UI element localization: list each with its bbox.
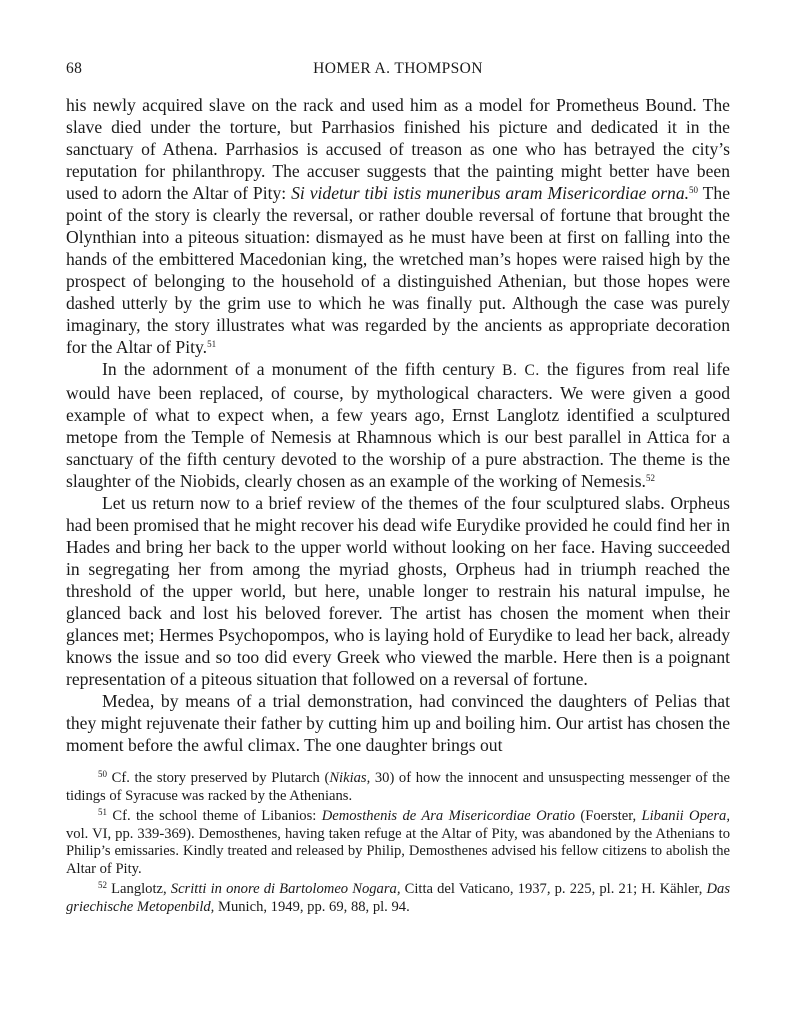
footnote-51-text-c: vol. VI, pp. 339-369). Demosthenes, having taken refuge at the Altar of Pity, was abandoned by the Athenians to Philip’s emissaries. Kindly treated and released by Philip, Demosthenes advised his fellow citizens to abolish the Altar of Pity. — [66, 825, 730, 877]
paragraph-2-text-a: In the adornment of a monument of the fifth century — [102, 359, 503, 379]
footnote-50-work: Nikias, — [329, 770, 371, 786]
footnote-52-work: Scritti in onore di Bartolomeo Nogara, — [170, 881, 401, 897]
footnote-51-text-b: (Foerster, — [575, 808, 642, 824]
era-abbreviation: B. C. — [502, 362, 540, 379]
footnote-50 — [66, 770, 730, 805]
paragraph-2-text-b: the figures from real life would have been replaced, of course, by mythological characters. We were given a good example of what to expect when, a few years ago, Ernst Langlotz identified a sculptured metope from the Temple of Nemesis at Rhamnous which is our best parallel in Attica for a sanctuary of the fifth century devoted to the worship of a pure abstraction. The theme is the slaughter of the Niobids, clearly chosen as an example of the working of Nemesis. — [66, 359, 730, 491]
paragraph-3: Let us return now to a brief review of the themes of the four sculptured slabs. Orpheus had been promised that he might recover his dead wife Eurydike provided he could find her in Hades and bring her back to the upper world without looking on her face. Having succeeded in segregating her from among the myriad ghosts, Orpheus had in triumph reached the threshold of the upper world, but here, unable longer to restrain his natural impulse, he glanced back and lost his beloved forever. The artist has chosen the moment when their glances met; Hermes Psychopompos, who is laying hold of Eurydike to lead her back, already knows the issue and so too did every Greek who viewed the marble. Here then is a poignant representation of a piteous situation that followed on a reversal of fortune. — [66, 493, 730, 689]
paragraph-1 — [66, 94, 730, 358]
footnote-mark-51: 51 — [98, 807, 107, 817]
footnote-50-text-a: Cf. the story preserved by Plutarch ( — [107, 770, 330, 786]
footnote-52 — [66, 881, 730, 916]
footnote-50-text-b: 30) of how the innocent and unsuspecting messenger of the tidings of Syracuse was racked by the Athenians. — [66, 770, 730, 804]
footnote-51-work: Demosthenis de Ara Misericordiae Oratio — [321, 808, 576, 824]
paragraph-2 — [66, 358, 730, 492]
page-number: 68 — [66, 60, 83, 77]
footnote-51 — [66, 808, 730, 878]
latin-quote: Si videtur tibi istis muneribus aram Misericordiae orna. — [291, 183, 690, 203]
footnote-52-text-b: Citta del Vaticano, 1937, p. 225, pl. 21; H. Kähler, — [400, 881, 707, 897]
footnote-52-text-a: Langlotz, — [107, 881, 171, 897]
footnote-mark-50: 50 — [98, 769, 107, 779]
footnote-ref-52[interactable]: 52 — [645, 473, 655, 483]
footnote-51-text-a: Cf. the school theme of Libanios: — [107, 808, 322, 824]
footnote-52-text-c: Munich, 1949, pp. 69, 88, pl. 94. — [214, 898, 410, 915]
footnotes — [66, 770, 730, 916]
main-text — [66, 94, 730, 756]
running-header — [66, 60, 730, 88]
running-title: HOMER A. THOMPSON — [313, 60, 483, 77]
footnote-52-work-2: Das griechische Metopenbild, — [66, 881, 731, 915]
paragraph-1-text-a: his newly acquired slave on the rack and used him as a model for Prometheus Bound. The slave died under the torture, but Parrhasios finished his picture and dedicated it in the sanctuary of Athena. Parrhasios is accused of treason as one who has betrayed the city’s reputation for philanthropy. The accuser suggests that the painting might better have been used to adorn the Altar of Pity: — [66, 95, 730, 203]
page — [66, 60, 730, 919]
paragraph-4: Medea, by means of a trial demonstration, had convinced the daughters of Pelias that they might rejuvenate their father by cutting him up and boiling him. Our artist has chosen the moment before the awful climax. The one daughter brings out — [66, 691, 730, 755]
paragraph-1-text-b: The point of the story is clearly the reversal, or rather double reversal of fortune that brought the Olynthian into a piteous situation: dismayed as he must have been at first on falling into the hands of the embittered Macedonian king, the wretched man’s hopes were raised high by the prospect of belonging to the household of a distinguished Athenian, but those hopes were dashed utterly by the grim use to which he was finally put. Although the case was purely imaginary, the story illustrates what was regarded by the ancients as appropriate decoration for the Altar of Pity. — [66, 183, 731, 357]
footnote-ref-50[interactable]: 50 — [689, 185, 699, 195]
footnote-51-work-2: Libanii Opera, — [641, 808, 730, 824]
footnote-mark-52: 52 — [98, 880, 107, 890]
footnote-ref-51[interactable]: 51 — [207, 339, 217, 349]
